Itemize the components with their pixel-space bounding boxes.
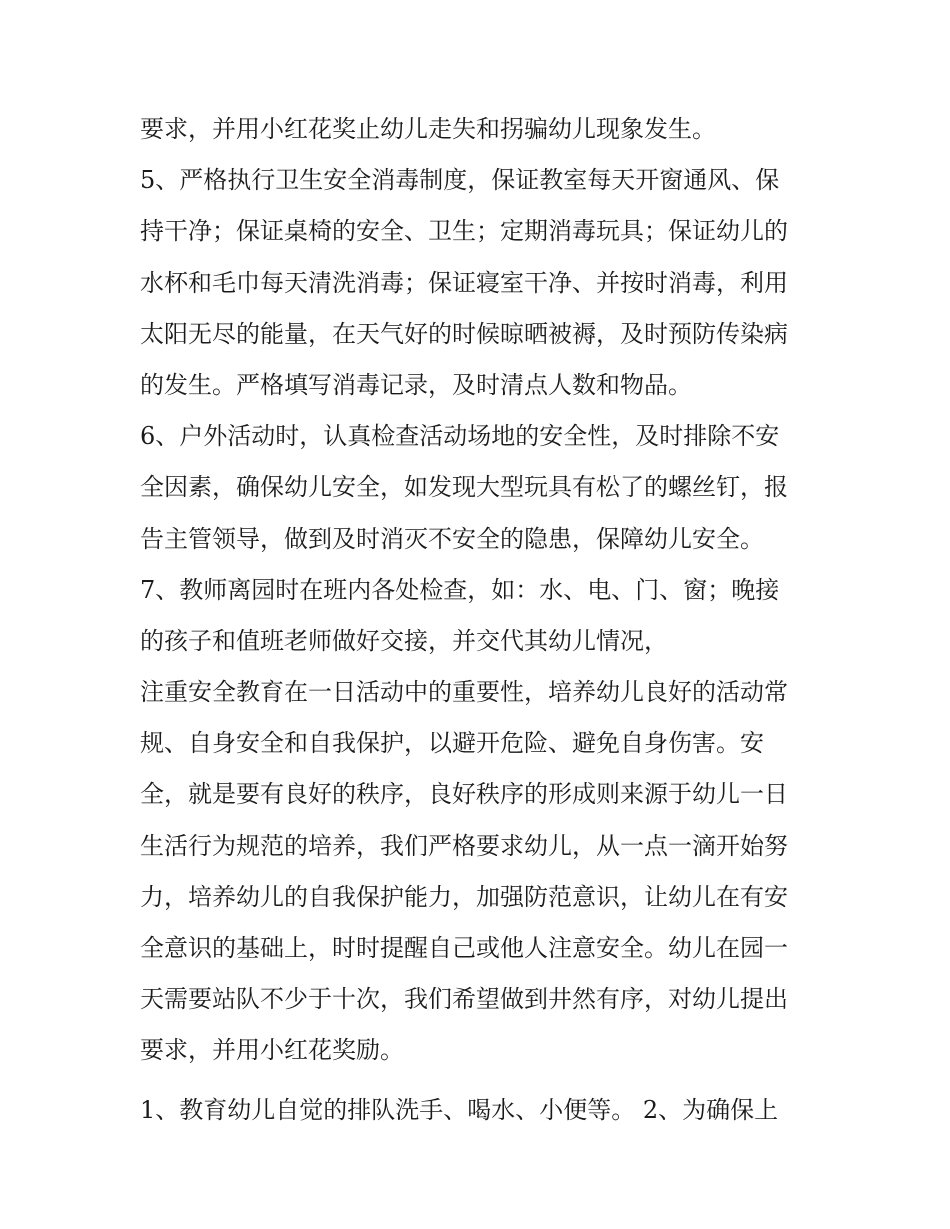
text-line: 水杯和毛巾每天清洗消毒；保证寝室干净、并按时消毒，利用 [140,268,788,297]
text-line: 注重安全教育在一日活动中的重要性，培养幼儿良好的活动常 [140,678,788,707]
text-line: 力，培养幼儿的自我保护能力，加强防范意识，让幼儿在有安 [140,882,788,911]
text-line: 告主管领导，做到及时消灭不安全的隐患，保障幼儿安全。 [140,524,764,553]
text-line: 要求，并用小红花奖止幼儿走失和拐骗幼儿现象发生。 [140,115,716,143]
text-line: 5、严格执行卫生安全消毒制度，保证教室每天开窗通风、保 [140,166,780,195]
text-line: 1、教育幼儿自觉的排队洗手、喝水、小便等。 2、为确保上 [140,1095,779,1124]
text-line: 持干净；保证桌椅的安全、卫生；定期消毒玩具；保证幼儿的 [140,217,788,246]
text-line: 的发生。严格填写消毒记录，及时清点人数和物品。 [140,370,692,399]
text-line: 7、教师离园时在班内各处检查，如：水、电、门、窗；晚接 [140,575,780,604]
text-line: 6、户外活动时，认真检查活动场地的安全性，及时排除不安 [140,422,780,451]
text-line: 天需要站队不少于十次，我们希望做到井然有序，对幼儿提出 [140,985,788,1014]
text-line: 生活行为规范的培养，我们严格要求幼儿，从一点一滴开始努 [140,831,788,860]
text-line: 全，就是要有良好的秩序，良好秩序的形成则来源于幼儿一日 [140,780,788,809]
text-line: 全因素，确保幼儿安全，如发现大型玩具有松了的螺丝钉，报 [140,473,788,502]
text-line: 太阳无尽的能量，在天气好的时候晾晒被褥，及时预防传染病 [140,319,788,348]
text-line: 全意识的基础上，时时提醒自己或他人注意安全。幼儿在园一 [140,934,788,962]
document-body [140,104,820,1136]
text-line: 的孩子和值班老师做好交接，并交代其幼儿情况， [140,626,668,655]
text-line: 规、自身安全和自我保护，以避开危险、避免自身伤害。安 [140,729,764,758]
text-line: 要求，并用小红花奖励。 [140,1036,404,1065]
